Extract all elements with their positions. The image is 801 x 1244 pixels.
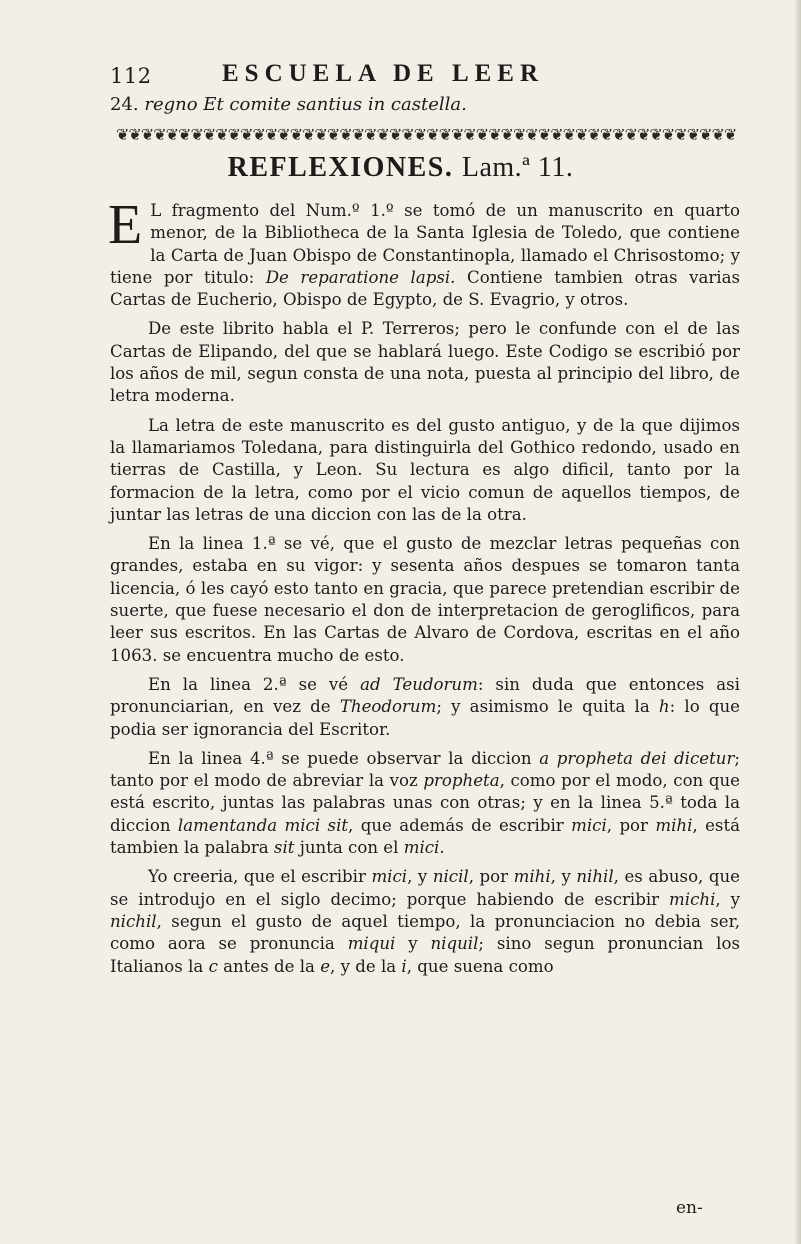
paragraph-5 — [110, 674, 740, 741]
paragraph-text: De este librito habla el P. Terreros; pero le confunde con el de las Cartas de Elipando, del que se hablará luego. Este Codigo se escribió por los años de mil, segun consta de una nota, puesta al principio del libro, de letra moderna. — [110, 319, 740, 406]
latin-term: ad Teudorum — [360, 674, 478, 694]
page-edge — [795, 0, 801, 1244]
ornamental-border: ❦❦❦❦❦❦❦❦❦❦❦❦❦❦❦❦❦❦❦❦❦❦❦❦❦❦❦❦❦❦❦❦❦❦❦❦❦❦❦❦❦❦❦❦❦❦❦❦❦❦ — [116, 125, 737, 144]
section-title — [0, 152, 801, 184]
line-number: 24. — [110, 94, 139, 115]
section-heading: REFLEXIONES. — [227, 152, 454, 183]
paragraph-text: , segun el gusto de aquel tiempo, la pronunciacion no debia ser, como aora se pronuncia — [110, 911, 740, 954]
paragraph-text: Contiene tambien otras varias Cartas de Eucherio, Obispo de Egypto, de S. Evagrio, y otros. — [110, 267, 740, 310]
latin-term: nichil — [110, 911, 157, 931]
paragraph-text: , que suena como — [406, 956, 554, 976]
transcription-line-24 — [110, 94, 730, 115]
catchword: en- — [676, 1198, 703, 1218]
paragraph-text: En la linea 4.ª se puede observar la diccion — [148, 748, 540, 768]
latin-term: sit — [273, 838, 295, 858]
paragraph-4 — [110, 533, 740, 667]
latin-term: c — [208, 956, 218, 976]
latin-term: mici — [371, 867, 408, 887]
latin-term: a propheta dei dicetur — [539, 748, 735, 768]
latin-term: i — [401, 956, 407, 976]
paragraph-text: antes de la — [217, 956, 321, 976]
latin-term: michi — [669, 889, 716, 909]
latin-term: lamentanda mici sit — [177, 815, 349, 835]
paragraph-text: ; sino segun pronuncian los Italianos la — [110, 934, 740, 976]
paragraph-text: junta con el — [294, 838, 404, 858]
paragraph-text: En la linea 1.ª se vé, que el gusto de mezclar letras pequeñas con grandes, estaba en su vigor: y sesenta años despues se tomaron tanta licencia, ó les cayó esto tanto en gracia, que parece pretendian escribir de suerte, que fuese necesario el don de interpretacion de geroglificos, para leer sus escritos. En las Cartas de Alvaro de Cordova, escritas en el año 1063. se encuentra mucho de esto. — [110, 534, 740, 665]
latin-term: e — [320, 956, 331, 976]
latin-term: mici — [571, 815, 607, 835]
latin-term: miqui — [347, 934, 396, 954]
paragraph-6 — [110, 748, 740, 859]
paragraph-text: , como por el modo, con que está escrito, juntas las palabras unas con otras; y en la linea 5.ª toda la diccion — [110, 771, 740, 835]
latin-term: niquil — [430, 934, 479, 954]
paragraph-text: , es abuso, que se introdujo en el siglo decimo; porque habiendo de escribir — [110, 867, 740, 909]
book-title: De reparatione lapsi. — [254, 267, 456, 287]
latin-term: mici. — [403, 838, 445, 858]
paragraph-3 — [110, 415, 740, 526]
paragraph-text: ; tanto por el modo de abreviar la voz — [110, 748, 740, 791]
paragraph-text: : sin duda que entonces asi pronunciarian, en vez de — [110, 674, 740, 717]
paragraph-text: , y — [407, 867, 433, 887]
latin-term: nicil — [432, 867, 469, 887]
paragraph-text: , y — [715, 889, 740, 909]
paragraph-7 — [110, 866, 740, 977]
paragraph-text: La letra de este manuscrito es del gusto antiguo, y de la que dijimos la llamariamos Toledana, para distinguirla del Gothico redondo, usado en tierras de Castilla, y Leon. Su lectura es algo dificil, tanto por la formacion de la letra, como por el vicio comun de aquellos tiempos, de juntar las letras de una diccion con las de la otra. — [110, 415, 740, 524]
paragraph-1 — [108, 194, 740, 311]
paragraph-text: L fragmento del Num.º 1.º se tomó de un manuscrito en quarto menor, de la Bibliotheca de la Santa Iglesia de Toledo, que contiene la Carta de Juan Obispo de Constantinopla, llamado el Chrisostomo; y tiene por titulo: — [110, 201, 740, 287]
page-number: 112 — [110, 64, 152, 88]
running-head — [110, 60, 680, 94]
latin-term: mihi — [513, 867, 551, 887]
paragraph-text: , por — [468, 867, 514, 887]
paragraph-text: , está tambien la palabra — [110, 815, 741, 858]
drop-cap: E — [108, 194, 143, 256]
paragraph-text: Yo creeria, que el escribir — [148, 867, 372, 887]
latin-term: nihil — [576, 867, 614, 887]
paragraph-text: y — [395, 934, 431, 954]
paragraph-text: , que además de escribir — [348, 815, 572, 835]
paragraph-text: , y de la — [330, 956, 402, 976]
paragraph-text: , por — [606, 815, 656, 835]
latin-term: propheta — [423, 771, 500, 791]
line-text: regno Et comite santius in castella. — [144, 94, 467, 115]
body-text — [108, 194, 741, 985]
latin-term: h — [658, 697, 670, 717]
paragraph-text: ; y asimismo le quita la — [436, 697, 659, 717]
paragraph-text: En la linea 2.ª se vé — [148, 674, 361, 694]
plate-reference: Lam.ª 11. — [461, 152, 574, 183]
running-title: ESCUELA DE LEER — [222, 60, 545, 87]
paragraph-text: : lo que podia ser ignorancia del Escritor. — [110, 697, 740, 739]
latin-term: mihi — [655, 815, 693, 835]
latin-term: Theodorum — [339, 697, 437, 717]
paragraph-2 — [110, 318, 740, 407]
paragraph-text: , y — [550, 867, 577, 887]
